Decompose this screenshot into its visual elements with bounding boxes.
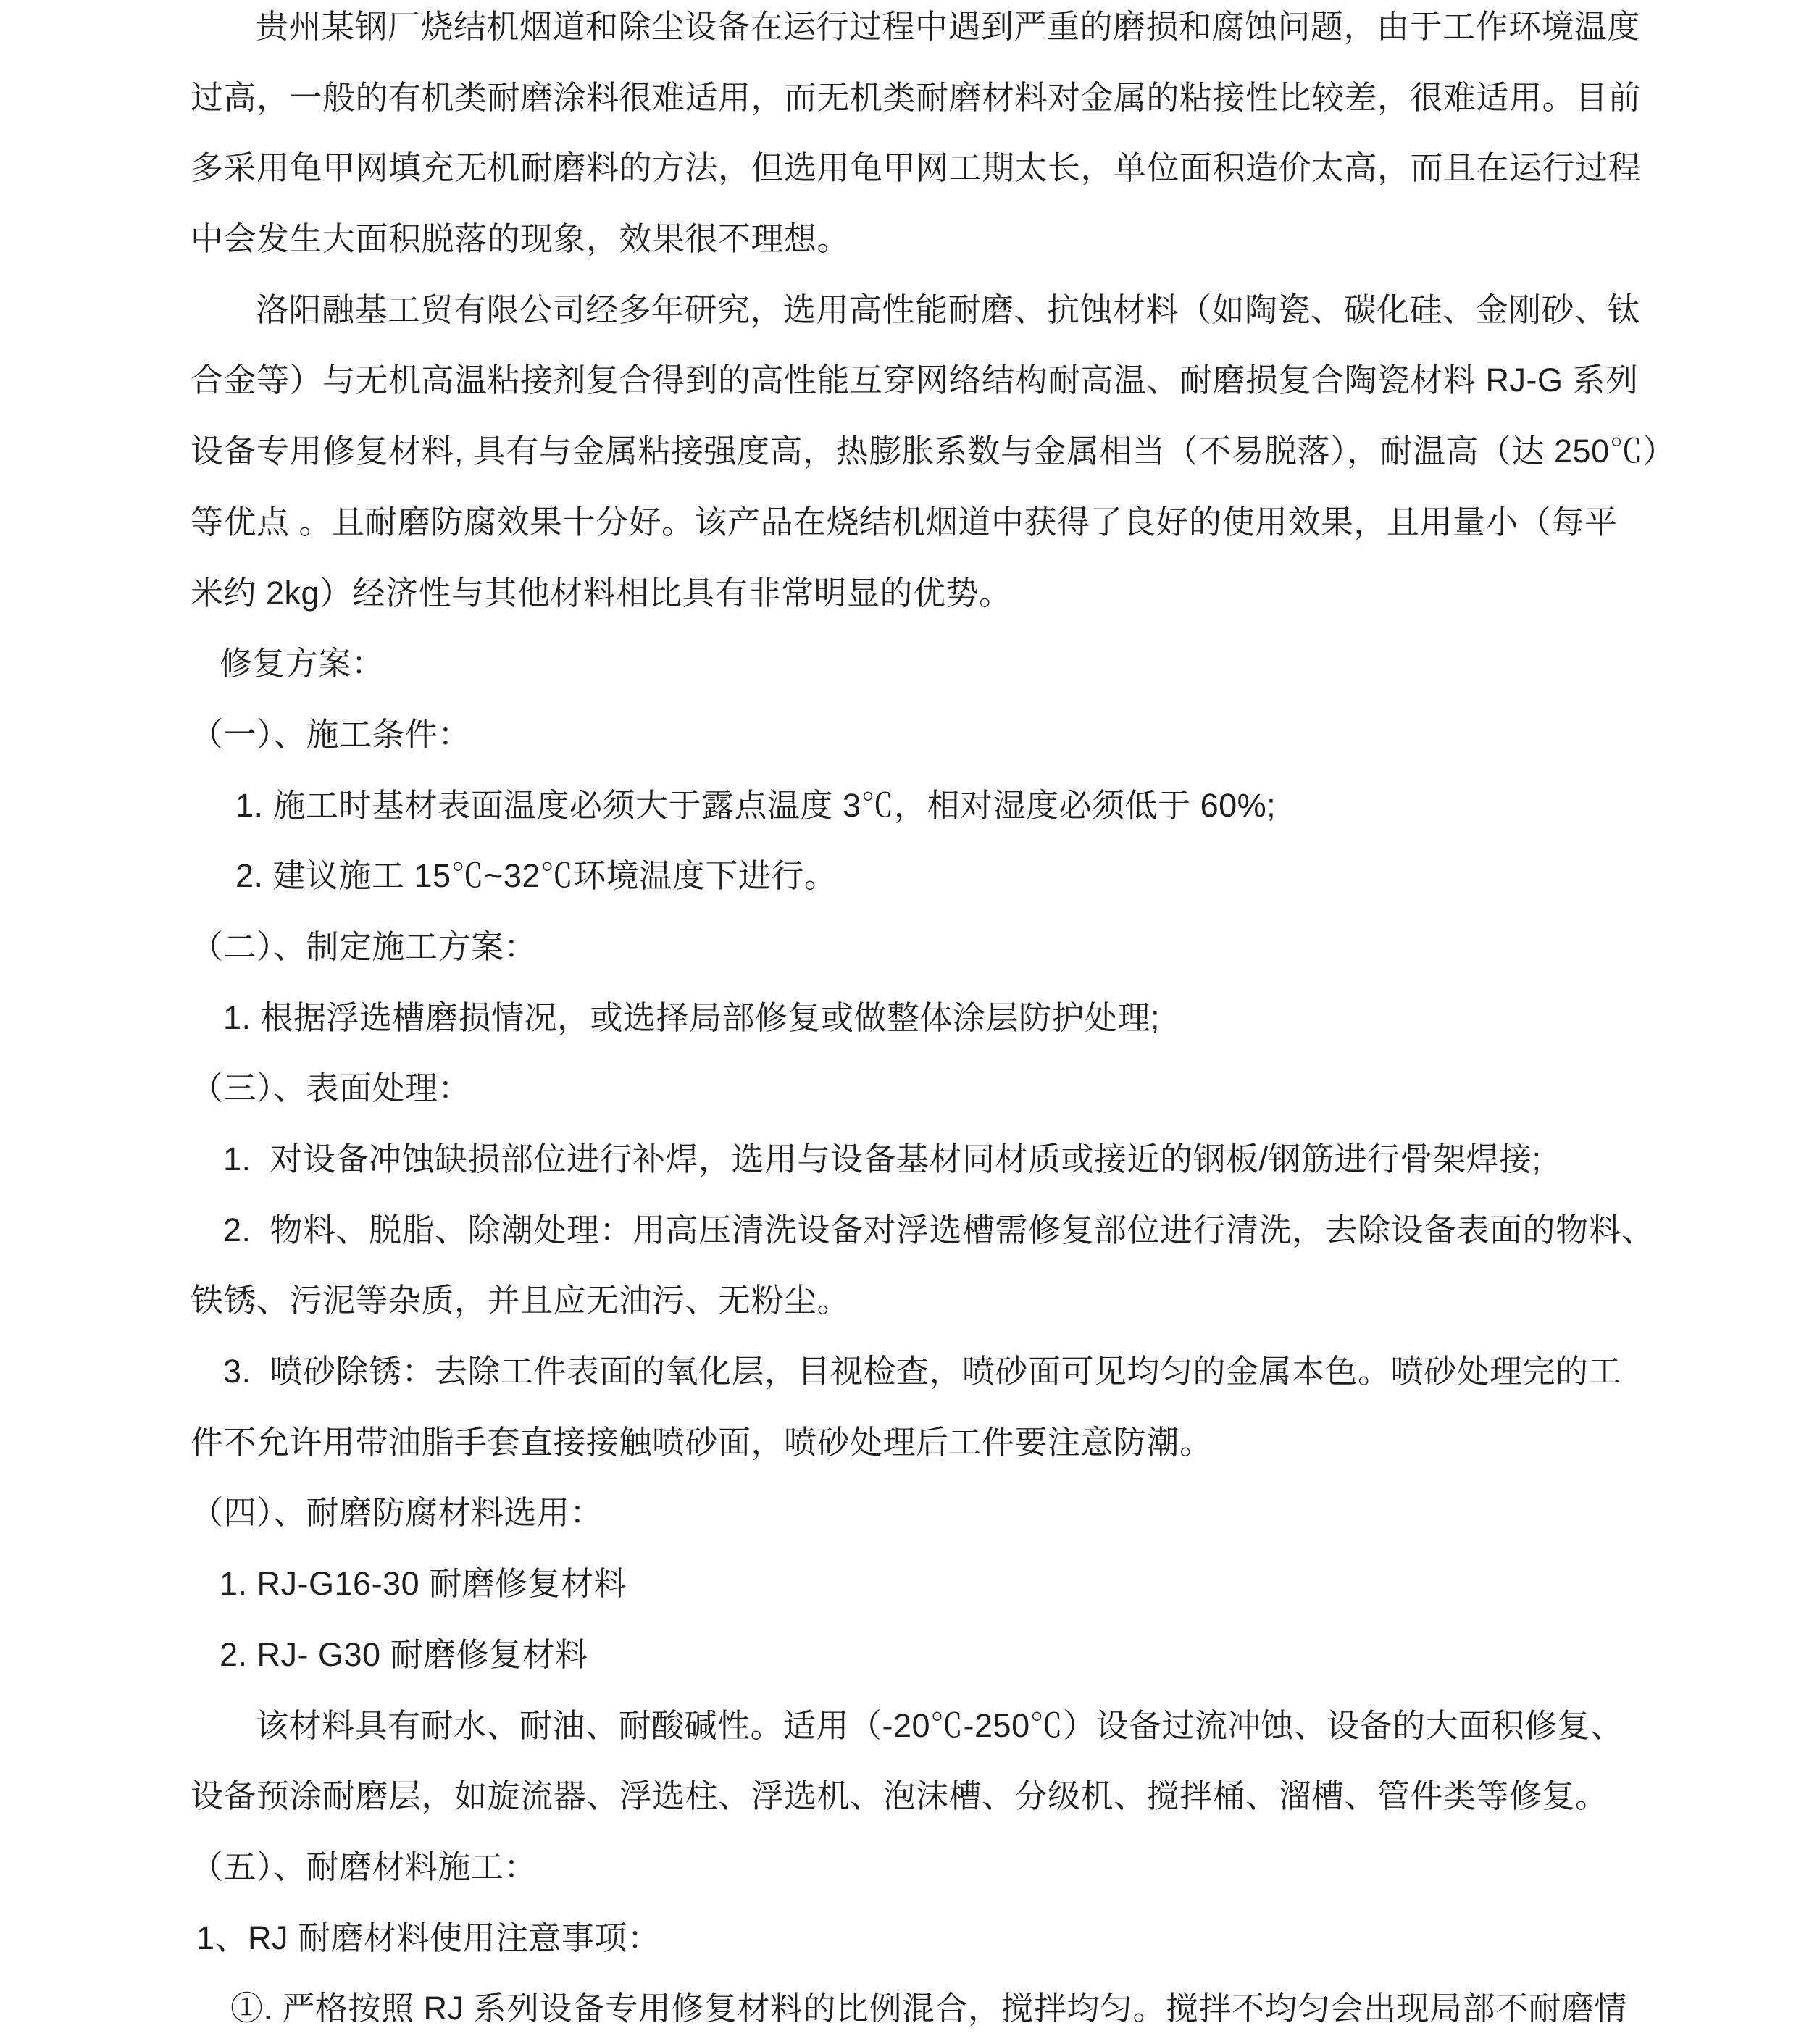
text-line: 合金等）与无机高温粘接剂复合得到的高性能互穿网络结构耐高温、耐磨损复合陶瓷材料 RJ-G 系列 (191, 362, 1639, 399)
text-line: 过高，一般的有机类耐磨涂料很难适用，而无机类耐磨材料对金属的粘接性比较差，很难适用。目前 (191, 78, 1642, 116)
text-line: 件不允许用带油脂手套直接接触喷砂面，喷砂处理后工件要注意防潮。 (191, 1423, 1213, 1461)
list-item: 1. 施工时基材表面温度必须大于露点温度 3℃，相对湿度必须低于 60%; (235, 786, 1277, 824)
document-body (191, 0, 1676, 2044)
list-item: 1. RJ-G16-30 耐磨修复材料 (220, 1565, 627, 1603)
section-heading: （一）、施工条件： (191, 715, 472, 753)
text-line: 铁锈、污泥等杂质，并且应无油污、无粉尘。 (191, 1282, 851, 1319)
section-heading: 1、RJ 耐磨材料使用注意事项： (196, 1919, 661, 1956)
list-item: 1. 对设备冲蚀缺损部位进行补焊，选用与设备基材同材质或接近的钢板/钢筋进行骨架焊接; (223, 1140, 1542, 1177)
text-line: 等优点 。且耐磨防腐效果十分好。该产品在烧结机烟道中获得了良好的使用效果，且用量小（每平 (191, 503, 1618, 541)
text-line: 设备专用修复材料, 具有与金属粘接强度高，热膨胀系数与金属相当（不易脱落），耐温高（达 250℃） (191, 433, 1676, 470)
section-heading: （四）、耐磨防腐材料选用： (191, 1494, 603, 1532)
section-heading: （二）、制定施工方案： (191, 927, 538, 965)
list-item: 2. RJ- G30 耐磨修复材料 (220, 1635, 588, 1673)
text-line: 中会发生大面积脱落的现象，效果很不理想。 (191, 220, 851, 258)
text-line: 该材料具有耐水、耐油、耐酸碱性。适用（-20℃-250℃）设备过流冲蚀、设备的大面积修复、 (256, 1706, 1624, 1744)
section-heading: （三）、表面处理： (191, 1069, 472, 1107)
text-line: 设备预涂耐磨层，如旋流器、浮选柱、浮选机、泡沫槽、分级机、搅拌桶、溜槽、管件类等修复。 (191, 1777, 1608, 1815)
section-heading: （五）、耐磨材料施工： (191, 1848, 538, 1885)
list-item: 2. 物料、脱脂、除潮处理：用高压清洗设备对浮选槽需修复部位进行清洗，去除设备表面的物料、 (223, 1211, 1655, 1248)
list-item: 2. 建议施工 15℃~32℃环境温度下进行。 (235, 857, 838, 895)
text-line: 米约 2kg）经济性与其他材料相比具有非常明显的优势。 (191, 574, 1012, 612)
list-item: ①. 严格按照 RJ 系列设备专用修复材料的比例混合，搅拌均匀。搅拌不均匀会出现局部不耐磨情 (230, 1990, 1628, 2027)
list-item: 1. 根据浮选槽磨损情况，或选择局部修复或做整体涂层防护处理; (223, 998, 1161, 1036)
section-heading: 修复方案： (220, 645, 385, 683)
text-line: 洛阳融基工贸有限公司经多年研究，选用高性能耐磨、抗蚀材料（如陶瓷、碳化硅、金刚砂、钛 (256, 291, 1641, 328)
text-line: 贵州某钢厂烧结机烟道和除尘设备在运行过程中遇到严重的磨损和腐蚀问题，由于工作环境温度 (256, 8, 1641, 45)
text-line: 多采用龟甲网填充无机耐磨料的方法，但选用龟甲网工期太长，单位面积造价太高，而且在运行过程 (191, 149, 1642, 187)
list-item: 3. 喷砂除锈：去除工件表面的氧化层，目视检查，喷砂面可见均匀的金属本色。喷砂处理完的工 (223, 1353, 1622, 1390)
